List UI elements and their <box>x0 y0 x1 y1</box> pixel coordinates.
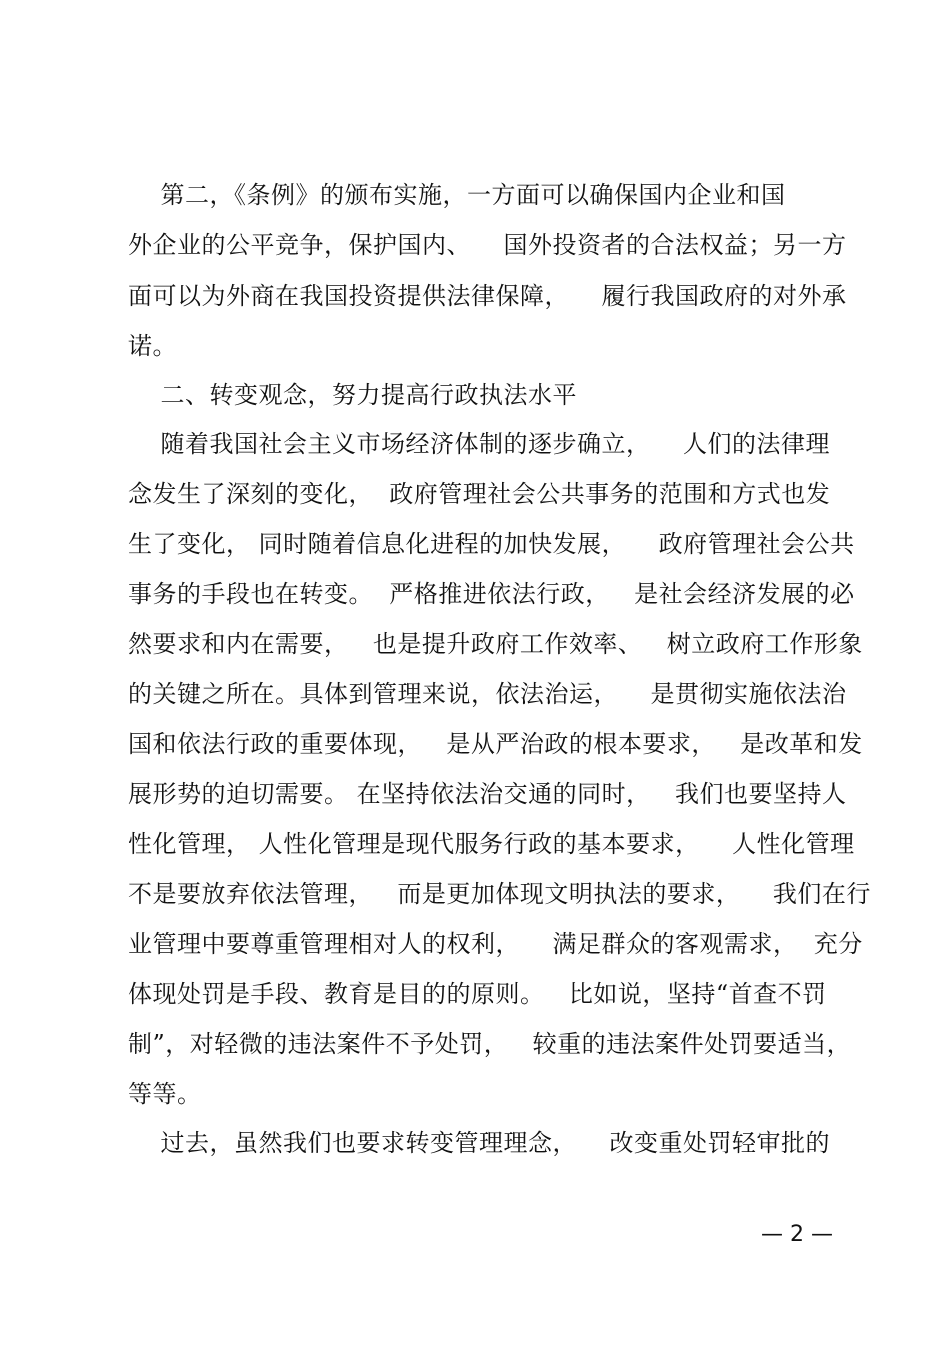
text-line: 性化管理， 人性化管理是现代服务行政的基本要求， 人性化管理 <box>128 830 855 858</box>
text-line: 国和依法行政的重要体现， 是从严治政的根本要求， 是改革和发 <box>128 730 863 758</box>
section-heading: 二、转变观念，努力提高行政执法水平 <box>128 381 578 409</box>
text-line: 展形势的迫切需要。 在坚持依法治交通的同时， 我们也要坚持人 <box>128 780 847 808</box>
page-number: — 2 — <box>761 1222 833 1247</box>
text-line: 诺。 <box>128 332 177 360</box>
text-line: 面可以为外商在我国投资提供法律保障， 履行我国政府的对外承 <box>128 282 847 310</box>
text-line: 业管理中要尊重管理相对人的权利， 满足群众的客观需求， 充分 <box>128 930 863 958</box>
text-line: 的关键之所在。具体到管理来说，依法治运， 是贯彻实施依法治 <box>128 680 847 708</box>
text-line: 念发生了深刻的变化， 政府管理社会公共事务的范围和方式也发 <box>128 480 831 508</box>
text-line: 体现处罚是手段、教育是目的的原则。 比如说，坚持“首查不罚 <box>128 980 827 1008</box>
text-line: 外企业的公平竞争，保护国内、 国外投资者的合法权益；另一方 <box>128 231 847 259</box>
text-line: 不是要放弃依法管理， 而是更加体现文明执法的要求， 我们在行 <box>128 880 871 908</box>
text-line: 制”，对轻微的违法案件不予处罚， 较重的违法案件处罚要适当， <box>128 1030 852 1058</box>
text-line: 事务的手段也在转变。 严格推进依法行政， 是社会经济发展的必 <box>128 580 855 608</box>
text-line: 第二，《条例》的颁布实施，一方面可以确保国内企业和国 <box>128 181 786 209</box>
text-line: 生了变化， 同时随着信息化进程的加快发展， 政府管理社会公共 <box>128 530 855 558</box>
text-line: 随着我国社会主义市场经济体制的逐步确立， 人们的法律理 <box>128 430 831 458</box>
text-line: 过去，虽然我们也要求转变管理理念， 改变重处罚轻审批的 <box>128 1129 831 1157</box>
text-line: 然要求和内在需要， 也是提升政府工作效率、 树立政府工作形象 <box>128 630 863 658</box>
text-line: 等等。 <box>128 1080 202 1108</box>
